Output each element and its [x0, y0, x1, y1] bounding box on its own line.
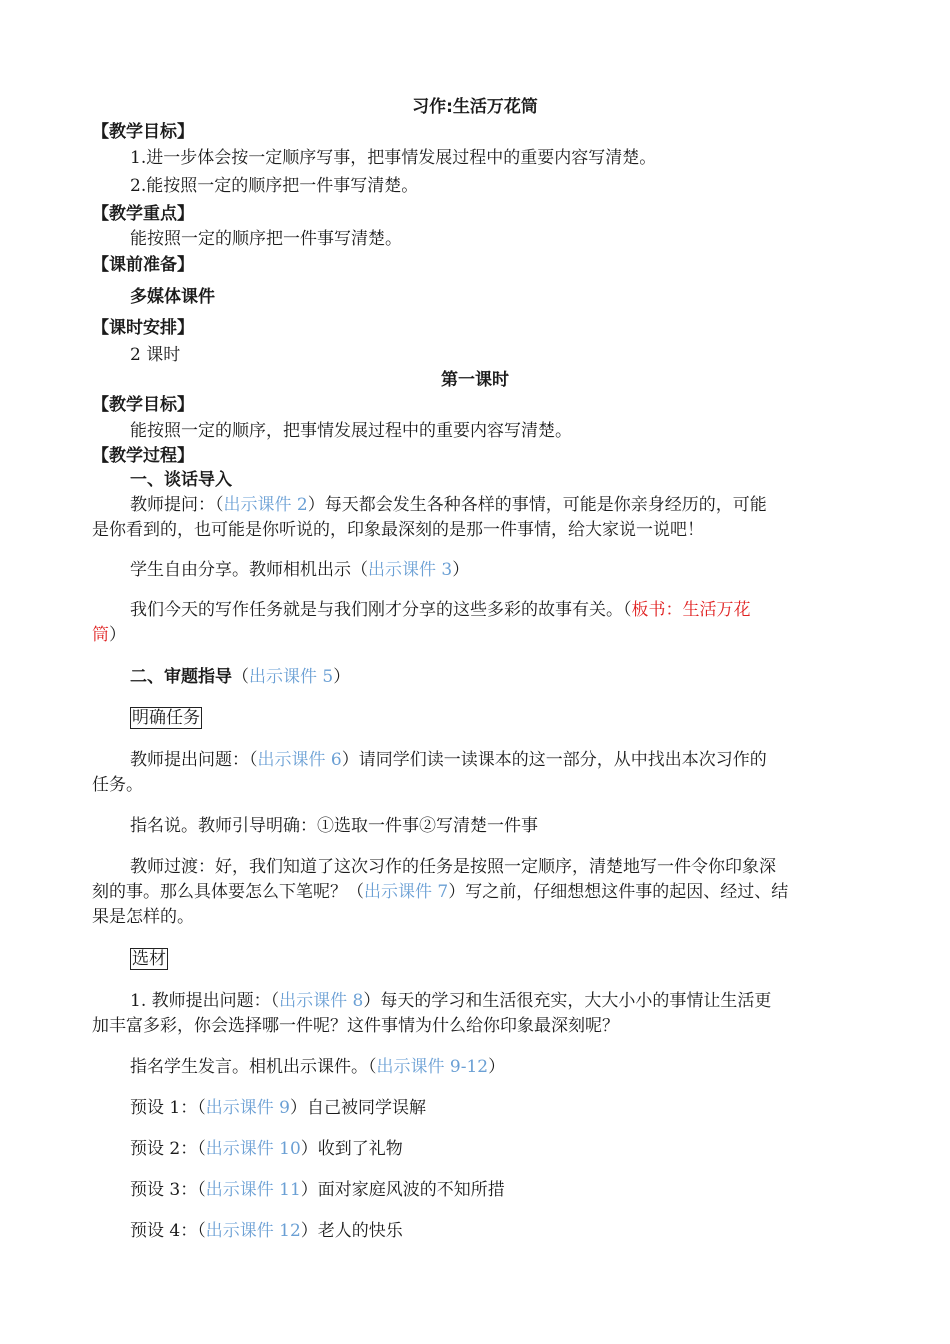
prep-heading: 【课前准备】 — [92, 255, 194, 275]
preset-item-3 — [130, 1178, 862, 1202]
blackboard-note-end: 筒 — [92, 625, 109, 645]
p8-suffix: ） — [488, 1057, 506, 1077]
paragraph-7-line-2: 加丰富多彩，你会选择哪一件呢？这件事情为什么给你印象最深刻呢？ — [92, 1016, 619, 1036]
preset-item-4 — [130, 1219, 862, 1243]
p4-prefix: 教师提出问题：（ — [130, 750, 258, 770]
courseware-link: 出示课件 11 — [205, 1180, 301, 1200]
part2-open: （ — [232, 667, 249, 687]
paragraph-4-line-1 — [130, 748, 862, 772]
paragraph-7-line-1 — [130, 989, 862, 1013]
courseware-link-3: 出示课件 3 — [368, 560, 453, 580]
paragraph-8 — [130, 1055, 862, 1079]
p7-suffix: ）每天的学习和生活很充实，大大小小的事情让生活更 — [363, 991, 772, 1011]
part2-heading-line — [130, 665, 862, 689]
goal-item-2: 2.能按照一定的顺序把一件事写清楚。 — [130, 176, 419, 196]
part1-heading: 一、谈话导入 — [130, 470, 232, 490]
p2-suffix: ） — [452, 560, 470, 580]
courseware-link-8: 出示课件 8 — [279, 991, 364, 1011]
courseware-link: 出示课件 9 — [205, 1098, 290, 1118]
p1-prefix: 教师提问：（ — [130, 495, 224, 515]
part2-close: ） — [333, 667, 351, 687]
p6-prefix: 刻的事。那么具体要怎么下笔呢？（ — [92, 882, 364, 902]
preset-open: （ — [197, 1098, 206, 1118]
boxed-label-task: 明确任务 — [132, 708, 200, 728]
key-heading: 【教学重点】 — [92, 204, 194, 224]
p6-suffix: ）写之前，仔细想想这件事的起因、经过、结 — [448, 882, 789, 902]
lesson-goals-heading: 【教学目标】 — [92, 395, 194, 415]
lesson-title: 第一课时 — [441, 370, 509, 390]
paragraph-1-line-1 — [130, 493, 862, 517]
preset-text: ）面对家庭风波的不知所措 — [300, 1180, 505, 1200]
preset-label: 预设 4： — [130, 1221, 198, 1241]
preset-text: ）收到了礼物 — [300, 1139, 403, 1159]
lesson-goal-text: 能按照一定的顺序，把事情发展过程中的重要内容写清楚。 — [130, 421, 572, 441]
courseware-link-5: 出示课件 5 — [249, 667, 334, 687]
paragraph-6-line-1: 教师过渡：好，我们知道了这次习作的任务是按照一定顺序，清楚地写一件令你印象深 — [130, 857, 776, 877]
prep-text: 多媒体课件 — [130, 287, 215, 307]
preset-text: ）自己被同学误解 — [289, 1098, 426, 1118]
blackboard-note: 板书：生活万花 — [631, 600, 751, 620]
preset-item-1 — [130, 1096, 862, 1120]
paragraph-3-line-2 — [92, 623, 862, 647]
p8-prefix: 指名学生发言。相机出示课件。（ — [130, 1057, 377, 1077]
courseware-link-9-12: 出示课件 9-12 — [376, 1057, 489, 1077]
paragraph-1-line-2: 是你看到的，也可能是你听说的，印象最深刻的是那一件事情，给大家说一说吧！ — [92, 520, 704, 540]
paragraph-6-line-3: 果是怎样的。 — [92, 907, 194, 927]
courseware-link: 出示课件 12 — [205, 1221, 301, 1241]
p7-prefix: 1. 教师提出问题：（ — [130, 991, 280, 1011]
boxed-label-material: 选材 — [132, 949, 166, 969]
boxed-label-material-line — [130, 947, 862, 971]
paragraph-4-line-2: 任务。 — [92, 775, 143, 795]
courseware-link-6: 出示课件 6 — [257, 750, 342, 770]
part2-heading: 二、审题指导 — [130, 667, 232, 687]
p3-suffix: ） — [109, 625, 126, 645]
paragraph-6-line-2 — [92, 880, 862, 904]
goals-heading: 【教学目标】 — [92, 122, 194, 142]
process-heading: 【教学过程】 — [92, 446, 194, 466]
preset-label: 预设 3： — [130, 1180, 198, 1200]
boxed-label-task-line — [130, 706, 862, 730]
paragraph-2 — [130, 558, 862, 582]
schedule-heading: 【课时安排】 — [92, 318, 194, 338]
p3-prefix: 我们今天的写作任务就是与我们刚才分享的这些多彩的故事有关。（ — [130, 600, 632, 620]
preset-item-2 — [130, 1137, 862, 1161]
paragraph-3-line-1 — [130, 598, 862, 622]
preset-open: （ — [197, 1139, 206, 1159]
preset-label: 预设 2： — [130, 1139, 198, 1159]
p2-prefix: 学生自由分享。教师相机出示（ — [130, 560, 368, 580]
preset-open: （ — [197, 1221, 206, 1241]
p1-suffix: ）每天都会发生各种各样的事情，可能是你亲身经历的，可能 — [307, 495, 767, 515]
page-title: 习作:生活万花筒 — [412, 97, 538, 117]
preset-text: ）老人的快乐 — [300, 1221, 403, 1241]
courseware-link-2: 出示课件 2 — [223, 495, 308, 515]
preset-label: 预设 1： — [130, 1098, 198, 1118]
schedule-text: 2 课时 — [130, 345, 181, 365]
paragraph-5: 指名说。教师引导明确：①选取一件事②写清楚一件事 — [130, 816, 538, 836]
goal-item-1: 1.进一步体会按一定顺序写事，把事情发展过程中的重要内容写清楚。 — [130, 148, 657, 168]
key-text: 能按照一定的顺序把一件事写清楚。 — [130, 229, 402, 249]
courseware-link: 出示课件 10 — [205, 1139, 301, 1159]
courseware-link-7: 出示课件 7 — [364, 882, 449, 902]
p4-suffix: ）请同学们读一读课本的这一部分，从中找出本次习作的 — [341, 750, 767, 770]
preset-open: （ — [197, 1180, 206, 1200]
